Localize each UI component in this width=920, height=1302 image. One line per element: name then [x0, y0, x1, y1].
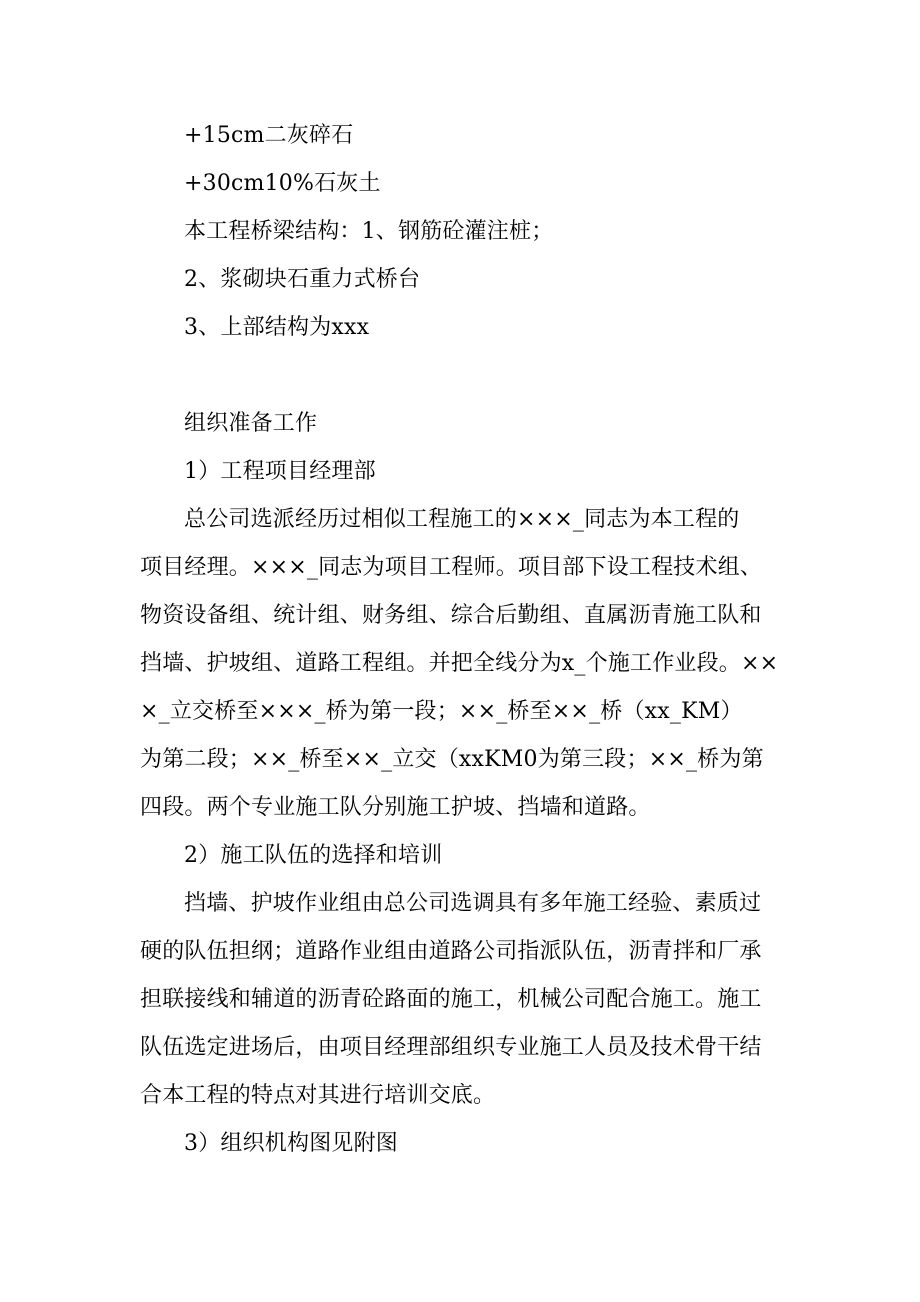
section-title: 组织准备工作: [184, 411, 318, 436]
paragraph-project-department: [140, 496, 790, 832]
paragraph-2-line: 合本工程的特点对其进行培训交底。: [140, 1083, 496, 1108]
paragraph-1-line: 总公司选派经历过相似工程施工的×××_同志为本工程的: [184, 507, 740, 532]
structure-list: [140, 112, 790, 352]
paragraph-1-line: 为第二段；××_桥至××_立交（xxKM0为第三段；××_桥为第: [140, 747, 764, 772]
subsection-title-3: 3）组织机构图见附图: [184, 1131, 398, 1156]
paragraph-2-line: 硬的队伍担纲；道路作业组由道路公司指派队伍，沥青拌和厂承: [140, 939, 762, 964]
structure-line-4: 2、浆砌块石重力式桥台: [184, 267, 421, 292]
paragraph-1-line: 挡墙、护坡组、道路工程组。并把全线分为x_个施工作业段。××: [140, 651, 779, 676]
subsection-title-1: 1）工程项目经理部: [184, 459, 376, 484]
paragraph-2-line: 挡墙、护坡作业组由总公司选调具有多年施工经验、素质过: [184, 891, 762, 916]
subsection-title-2: 2）施工队伍的选择和培训: [184, 843, 443, 868]
structure-line-5: 3、上部结构为xxx: [184, 315, 370, 340]
paragraph-1-line: 物资设备组、统计组、财务组、综合后勤组、直属沥青施工队和: [140, 603, 762, 628]
section-organization-prep: [140, 400, 790, 1168]
paragraph-1-line: 四段。两个专业施工队分别施工护坡、挡墙和道路。: [140, 795, 651, 820]
paragraph-1-line: ×_立交桥至×××_桥为第一段；××_桥至××_桥（xx_KM）: [140, 699, 743, 724]
paragraph-1-line: 项目经理。×××_同志为项目工程师。项目部下设工程技术组、: [140, 555, 763, 580]
structure-line-1: +15cm二灰碎石: [184, 123, 354, 148]
structure-line-2: +30cm10%石灰土: [184, 171, 381, 196]
paragraph-2-line: 队伍选定进场后，由项目经理部组织专业施工人员及技术骨干结: [140, 1035, 762, 1060]
paragraph-team-selection: [140, 880, 790, 1120]
paragraph-2-line: 担联接线和辅道的沥青砼路面的施工，机械公司配合施工。施工: [140, 987, 762, 1012]
structure-line-3: 本工程桥梁结构：1、钢筋砼灌注桩；: [184, 219, 554, 244]
